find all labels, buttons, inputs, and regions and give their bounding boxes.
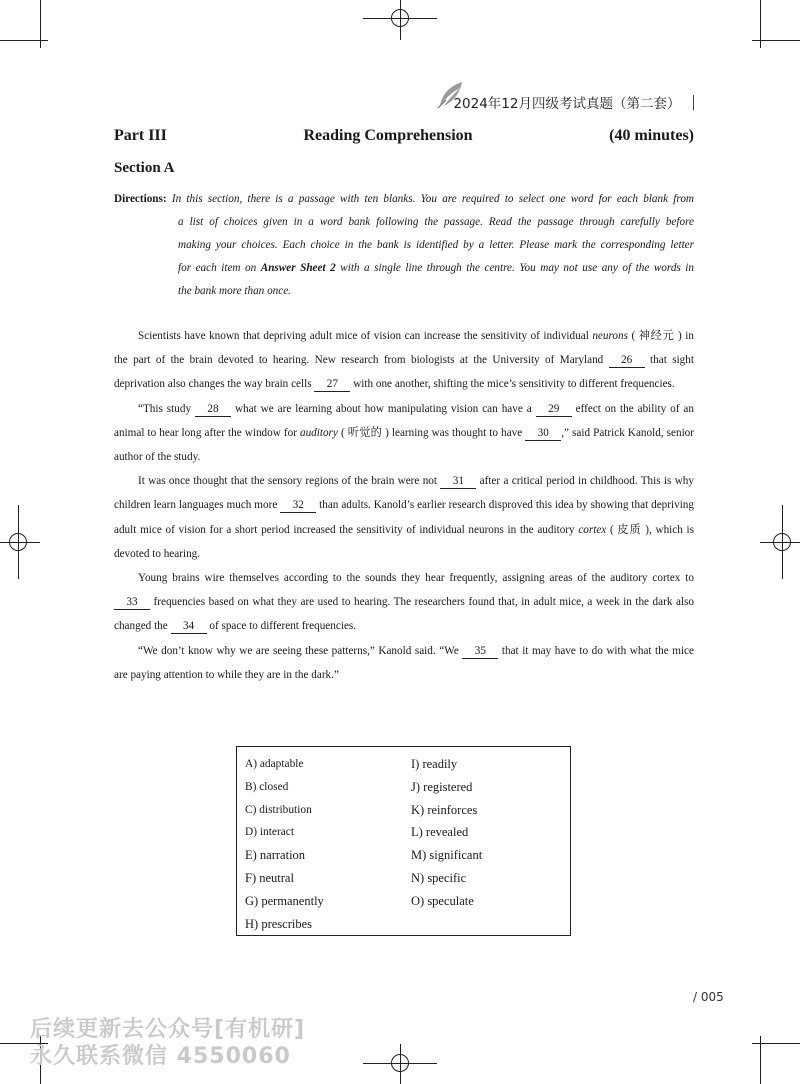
- page-number: / 005: [693, 990, 724, 1004]
- directions-line: making your choices. Each choice in the bank is identified by a letter. Please mark the corresponding letter: [178, 239, 694, 251]
- word-choice: L) revealed: [411, 825, 469, 840]
- word-choice: O) speculate: [411, 893, 474, 908]
- directions-line: with a single line through the centre. You may not use any of the words in: [340, 262, 694, 274]
- section-title: Section A: [114, 160, 175, 176]
- blank-32[interactable]: 32: [280, 498, 316, 513]
- word-bank-left-column: [245, 753, 324, 935]
- part-number: Part III: [114, 127, 167, 144]
- part-heading: [114, 127, 694, 145]
- word-choice: G) permanently: [245, 893, 324, 908]
- paragraph-4: Young brains wire themselves according to the sounds they hear frequently, assigning areas of the auditory cortex to 33 frequencies based on what they are used to hearing. The researchers found that, in adult mice, a week in the dark also changed the 34 of space to different frequencies.: [114, 572, 694, 633]
- watermark: [30, 1016, 305, 1070]
- crop-mark: [752, 40, 800, 41]
- word-choice: H) prescribes: [245, 916, 312, 931]
- paragraph-1: Scientists have known that depriving adult mice of vision can increase the sensitivity of individual neurons ( 神经元 ) in the part of the brain devoted to hearing. New research from biologists at the University of Maryland 26 that sight deprivation also changes the way brain cells 27 with one another, shifting the mice’s sensitivity to different frequencies.: [114, 330, 694, 391]
- header-title: 2024年12月四级考试真题（第二套）: [453, 96, 681, 112]
- blank-28[interactable]: 28: [195, 402, 231, 417]
- word-bank: [236, 746, 571, 936]
- directions: [114, 188, 694, 303]
- word-choice: A) adaptable: [245, 758, 304, 770]
- word-choice: F) neutral: [245, 870, 294, 885]
- crop-mark: [752, 1043, 800, 1044]
- glossed-term: cortex: [578, 523, 607, 536]
- watermark-line: 永久联系微信 4550060: [30, 1044, 291, 1069]
- blank-27[interactable]: 27: [314, 377, 350, 392]
- word-choice: E) narration: [245, 848, 306, 863]
- paragraph-2: “This study 28 what we are learning about how manipulating vision can have a 29 effect on the ability of an animal to hear long after the window for auditory ( 听觉的 ) learning was thought to have 30 ,” said Patrick Kanold, senior author of the study.: [114, 402, 694, 464]
- blank-26[interactable]: 26: [609, 353, 645, 368]
- directions-label: Directions:: [114, 193, 167, 205]
- watermark-line: 后续更新去公众号[有机研]: [30, 1017, 306, 1042]
- word-choice: D) interact: [245, 826, 295, 839]
- blank-31[interactable]: 31: [440, 474, 476, 489]
- blank-34[interactable]: 34: [171, 619, 207, 634]
- word-choice: I) readily: [411, 757, 458, 771]
- answer-sheet-term: Answer Sheet 2: [260, 262, 336, 274]
- word-choice: K) reinforces: [411, 802, 478, 817]
- blank-30[interactable]: 30: [525, 426, 561, 441]
- part-time: (40 minutes): [609, 127, 694, 144]
- paragraph-5: “We don’t know why we are seeing these patterns,” Kanold said. “We 35 that it may have to do with what the mice are paying attention to while they are in the dark.”: [114, 644, 694, 681]
- paragraph-3: It was once thought that the sensory regions of the brain were not 31 after a critical period in childhood. This is why children learn languages much more 32 than adults. Kanold’s earlier research disproved this idea by showing that depriving adult mice of vision for a short period increased the sensitivity of individual neurons in the auditory cortex ( 皮质 ), which is devoted to hearing.: [114, 475, 694, 560]
- directions-line: the bank more than once.: [178, 285, 291, 297]
- passage: [114, 324, 694, 687]
- glossed-term: auditory: [299, 426, 338, 439]
- glossed-term: neurons: [592, 330, 628, 342]
- page-header: [453, 92, 694, 112]
- blank-35[interactable]: 35: [462, 644, 498, 659]
- directions-line: In this section, there is a passage with ten blanks. You are required to select one word for each blank from: [171, 193, 694, 205]
- blank-29[interactable]: 29: [536, 402, 572, 417]
- header-divider: [693, 95, 695, 110]
- word-bank-right-column: [411, 753, 482, 913]
- directions-line: a list of choices given in a word bank following the passage. Read the passage through carefully before: [178, 216, 694, 228]
- word-choice: C) distribution: [245, 803, 312, 816]
- directions-line: for each item on: [178, 262, 257, 274]
- word-choice: B) closed: [245, 780, 289, 793]
- part-name: Reading Comprehension: [303, 127, 473, 144]
- word-choice: M) significant: [411, 848, 483, 863]
- blank-33[interactable]: 33: [114, 595, 150, 610]
- word-choice: J) registered: [411, 779, 473, 794]
- word-choice: N) specific: [411, 870, 467, 885]
- crop-mark: [0, 40, 48, 41]
